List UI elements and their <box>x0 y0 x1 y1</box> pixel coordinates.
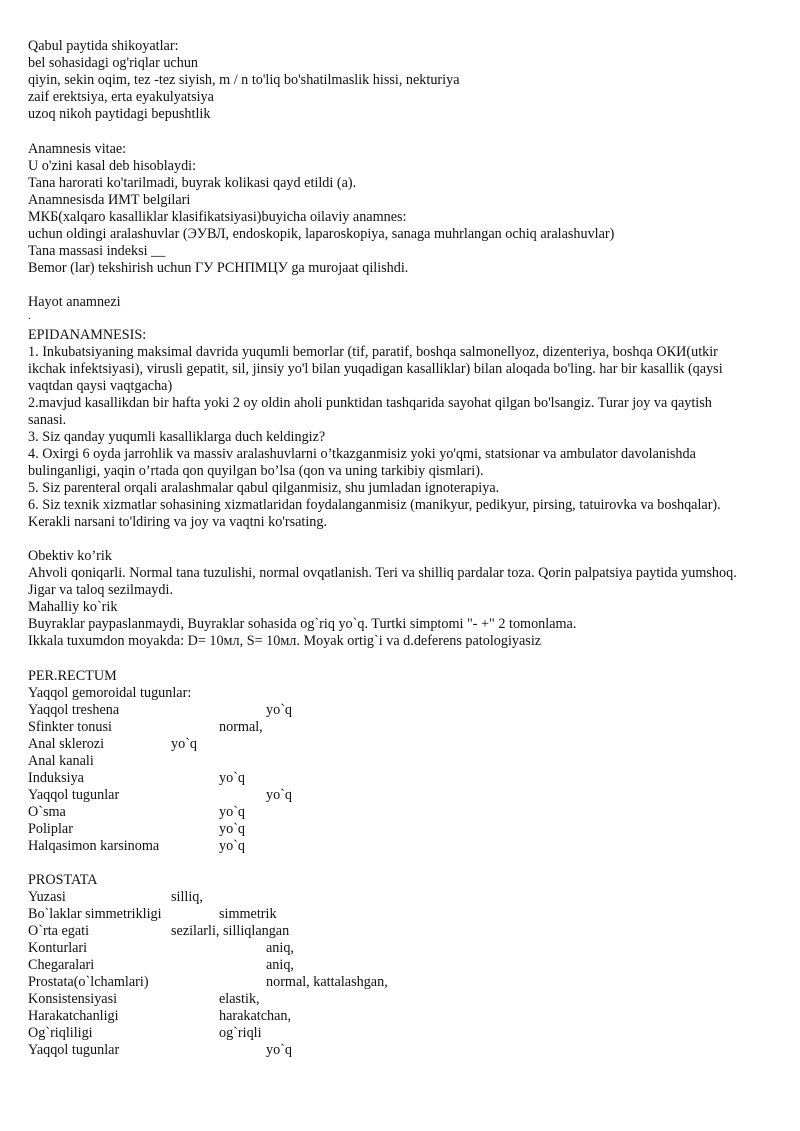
field-label: Poliplar <box>28 821 73 837</box>
epid-item-4: 4. Oxirgi 6 oyda jarrohlik va massiv aralashuvlarni o’tkazganmisiz yoki yo'qmi, statsionar va ambulator davolanishda bulinganligi, yaqin o’rtada qon quyilgan bo’lsa (qon va uning tarkibiy qismlari). <box>28 446 696 479</box>
field-label: O`rta egati <box>28 923 90 939</box>
field-value: sezilarli, silliqlangan <box>171 923 290 939</box>
field-label: O`sma <box>28 804 66 820</box>
epid-item-5: 5. Siz parenteral orqali aralashmalar qabul qilganmisiz, shu jumladan ignoterapiya. <box>28 480 500 496</box>
epid-item-2: 2.mavjud kasallikdan bir hafta yoki 2 oy oldin aholi punktidan tashqarida sayohat qilgan bo'lsangiz. Turar joy va qaytish sanasi. <box>28 395 712 428</box>
field-label: Yaqqol tugunlar <box>28 787 120 803</box>
field-label: Anal kanali <box>28 753 94 769</box>
field-label: Chegaralari <box>28 957 95 973</box>
field-value: elastik, <box>219 991 260 1007</box>
field-value: aniq, <box>266 957 294 973</box>
hayot-anamnezi-heading: Hayot anamnezi <box>28 294 121 310</box>
field-value: yo`q <box>219 838 246 854</box>
field-value: harakatchan, <box>219 1008 292 1024</box>
field-value: yo`q <box>266 1042 293 1058</box>
local-exam-line: Buyraklar paypaslanmaydi, Buyraklar sohasida og`riq yo`q. Turtki simptomi "- +" 2 tomonlama. <box>28 616 577 632</box>
field-label: Bo`laklar simmetrikligi <box>28 906 162 922</box>
local-exam-line: Ikkala tuxumdon moyakda: D= 10мл, S= 10мл. Moyak ortig`i va d.deferens patologiyasiz <box>28 633 542 649</box>
complaint-line: uzoq nikoh paytidagi bepushtlik <box>28 106 211 122</box>
complaint-line: zaif erektsiya, erta eyakulyatsiya <box>28 89 214 105</box>
anamnesis-line: U o'zini kasal deb hisoblaydi: <box>28 158 197 174</box>
local-exam-heading: Mahalliy ko`rik <box>28 599 118 615</box>
epid-item-6: 6. Siz texnik xizmatlar sohasining xizmatlaridan foydalanganmisiz (manikyur, pedikyur, pirsing, tatuirovka va boshqalar). Kerakli narsani to'ldiring va joy va vaqtni ko'rsating. <box>28 497 721 530</box>
field-label: Konsistensiyasi <box>28 991 118 1007</box>
anamnesis-line: Tana harorati ko'tarilmadi, buyrak kolikasi qayd etildi (a). <box>28 175 357 191</box>
complaint-line: bel sohasidagi og'riqlar uchun <box>28 55 199 71</box>
field-label: Og`riqliligi <box>28 1025 93 1041</box>
field-value: normal, <box>219 719 263 735</box>
field-value: yo`q <box>219 821 246 837</box>
field-value: normal, kattalashgan, <box>266 974 388 990</box>
prostata-heading: PROSTATA <box>28 872 98 888</box>
field-value: yo`q <box>266 787 293 803</box>
field-label: Yuzasi <box>28 889 66 905</box>
epid-item-1: 1. Inkubatsiyaning maksimal davrida yuqumli bemorlar (tif, paratif, boshqa salmonellyoz, dizenteriya, boshqa ОКИ(utkir ikchak infektsiyasi), virusli gepatit, sil, jinsiy yo'l bilan yuqadigan kasalliklar) bilan aloqada bo'ling. har bir kasallik (qaysi vaqtdan qaysi vaqtgacha) <box>28 344 723 394</box>
anamnesis-line: Tana massasi indeksi __ <box>28 243 166 259</box>
field-label: Yaqqol tugunlar <box>28 1042 120 1058</box>
field-value: yo`q <box>171 736 198 752</box>
field-value: og`riqli <box>219 1025 262 1041</box>
field-label: Harakatchanligi <box>28 1008 119 1024</box>
field-label: Prostata(o`lchamlari) <box>28 974 149 990</box>
obektiv-paragraph: Ahvoli qoniqarli. Normal tana tuzulishi, normal ovqatlanish. Teri va shilliq pardalar toza. Qorin palpatsiya paytida yumshoq. Jigar va taloq sezilmaydi. <box>28 565 737 598</box>
anamnesis-line: Bemor (lar) tekshirish uchun ГУ РСНПМЦУ ga murojaat qilishdi. <box>28 260 409 276</box>
anamnesis-line: МКБ(xalqaro kasalliklar klasifikatsiyasi)buyicha oilaviy anamnes: <box>28 209 407 225</box>
field-label: Halqasimon karsinoma <box>28 838 160 854</box>
field-label: Anal sklerozi <box>28 736 105 752</box>
field-label: Induksiya <box>28 770 84 786</box>
field-value: yo`q <box>219 804 246 820</box>
field-value: silliq, <box>171 889 203 905</box>
field-label: Konturlari <box>28 940 88 956</box>
anamnesis-vitae-heading: Anamnesis vitae: <box>28 141 127 157</box>
complaints-heading: Qabul paytida shikoyatlar: <box>28 38 179 54</box>
per-rectum-heading: PER.RECTUM <box>28 668 117 684</box>
field-value: yo`q <box>219 770 246 786</box>
anamnesis-line: Anamnesisda ИМТ belgilari <box>28 192 191 208</box>
field-value: yo`q <box>266 702 293 718</box>
field-value: simmetrik <box>219 906 277 922</box>
field-value: aniq, <box>266 940 294 956</box>
epidanamnesis-heading: EPIDANAMNESIS: <box>28 327 147 343</box>
obektiv-heading: Obektiv ko’rik <box>28 548 112 564</box>
field-label: Yaqqol treshena <box>28 702 120 718</box>
epid-item-3: 3. Siz qanday yuqumli kasalliklarga duch keldingiz? <box>28 429 326 445</box>
dot-mark: . <box>28 310 31 322</box>
field-label: Sfinkter tonusi <box>28 719 112 735</box>
per-rectum-subheading: Yaqqol gemoroidal tugunlar: <box>28 685 192 701</box>
complaint-line: qiyin, sekin oqim, tez -tez siyish, m / n to'liq bo'shatilmaslik hissi, nekturiya <box>28 72 460 88</box>
anamnesis-line: uchun oldingi aralashuvlar (ЭУВЛ, endoskopik, laparoskopiya, sanaga muhrlangan ochiq aralashuvlar) <box>28 226 615 242</box>
